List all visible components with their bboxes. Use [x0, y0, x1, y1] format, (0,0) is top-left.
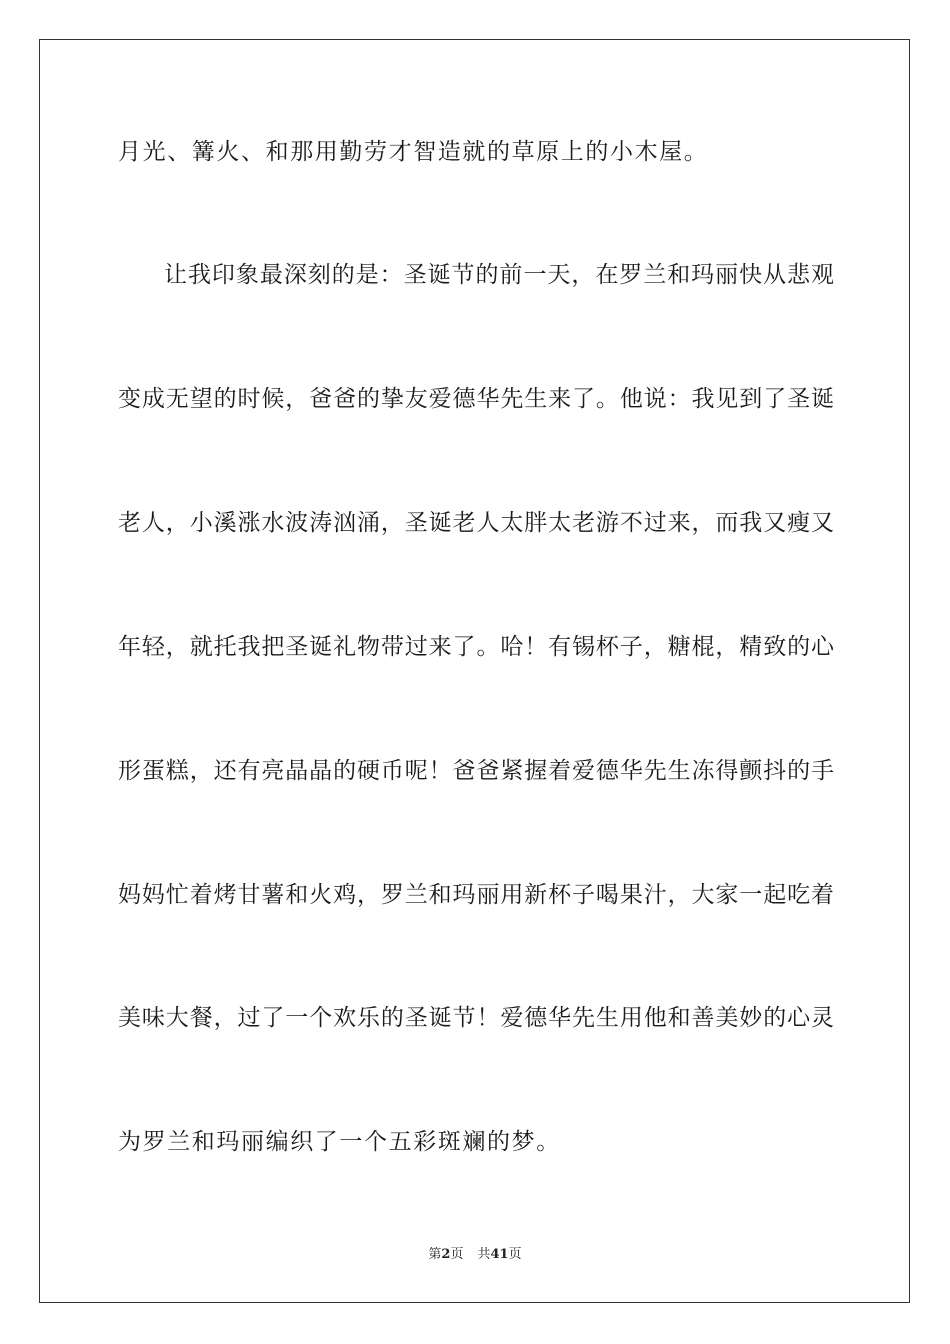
text-line-1: 月光、篝火、和那用勤劳才智造就的草原上的小木屋。 — [118, 139, 709, 165]
total-prefix: 共 — [477, 1247, 491, 1262]
page-footer — [0, 1246, 950, 1264]
text-line-4: 老人，小溪涨水波涛汹涌，圣诞老人太胖太老游不过来，而我又瘦又 — [118, 510, 834, 536]
text-line-7: 妈妈忙着烤甘薯和火鸡，罗兰和玛丽用新杯子喝果汁，大家一起吃着 — [118, 882, 834, 908]
text-line-5: 年轻，就托我把圣诞礼物带过来了。哈！有锡杯子，糖棍，精致的心 — [118, 634, 834, 660]
text-line-3: 变成无望的时候，爸爸的挚友爱德华先生来了。他说：我见到了圣诞 — [118, 386, 834, 412]
page-number: 2 — [441, 1247, 451, 1262]
total-suffix: 页 — [508, 1247, 522, 1262]
page-suffix: 页 — [450, 1247, 464, 1262]
total-pages: 41 — [490, 1247, 509, 1262]
text-line-9: 为罗兰和玛丽编织了一个五彩斑斓的梦。 — [118, 1129, 561, 1155]
page-prefix: 第 — [428, 1247, 442, 1262]
page-border — [39, 39, 910, 1303]
text-line-2: 让我印象最深刻的是：圣诞节的前一天，在罗兰和玛丽快从悲观 — [164, 262, 834, 288]
text-line-8: 美味大餐，过了一个欢乐的圣诞节！爱德华先生用他和善美妙的心灵 — [118, 1005, 834, 1031]
text-line-6: 形蛋糕，还有亮晶晶的硬币呢！爸爸紧握着爱德华先生冻得颤抖的手 — [118, 758, 834, 784]
